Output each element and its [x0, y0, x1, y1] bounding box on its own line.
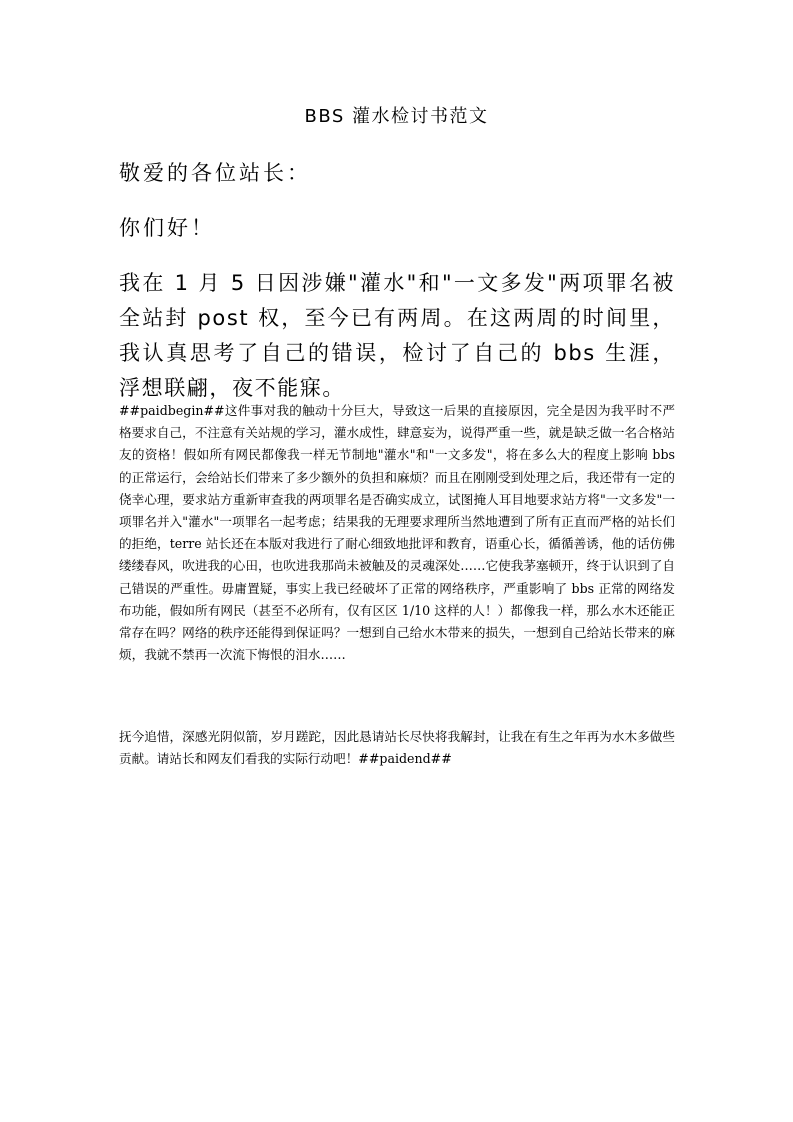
greeting: 你们好！: [119, 216, 215, 240]
body-paragraph-2: 抚今追惜，深感光阴似箭，岁月蹉跎，因此恳请站长尽快将我解封，让我在有生之年再为水木多做些贡献。请站长和网友们看我的实际行动吧！##paidend##: [119, 729, 675, 767]
document-title: BBS 灌水检讨书范文: [304, 106, 489, 127]
intro-paragraph: 我在 1 月 5 日因涉嫌"灌水"和"一文多发"两项罪名被全站封 post 权，至今已有两周。在这两周的时间里，我认真思考了自己的错误，检讨了自己的 bbs 生涯，浮想联翩，夜不能寐。: [119, 271, 675, 400]
salutation: 敬爱的各位站长：: [119, 161, 311, 185]
body-paragraph-1: ##paidbegin##这件事对我的触动十分巨大，导致这一后果的直接原因，完全是因为我平时不严格要求自己，不注意有关站规的学习，灌水成性，肆意妄为，说得严重一些，就是缺乏做一名合格站友的资格！假如所有网民都像我一样无节制地"灌水"和"一文多发"，将在多么大的程度上影响 bbs 的正常运行，会给站长们带来了多少额外的负担和麻烦？而且在刚刚受到处理之后，我还带有一定的侥幸心理，要求站方重新审查我的两项罪名是否确实成立，试图掩人耳目地要求站方将"一文多发"一项罪名并入"灌水"一项罪名一起考虑；结果我的无理要求理所当然地遭到了所有正直而严格的站长们的拒绝，terre 站长还在本版对我进行了耐心细致地批评和教育，语重心长，循循善诱，他的话仿佛缕缕春风，吹进我的心田，也吹进我那尚未被触及的灵魂深处……它使我茅塞顿开，终于认识到了自己错误的严重性。毋庸置疑，事实上我已经破坏了正常的网络秩序，严重影响了 bbs 正常的网络发布功能，假如所有网民（甚至不必所有，仅有区区 1/10 这样的人！）都像我一样，那么水木还能正常存在吗？网络的秩序还能得到保证吗？一想到自己给水木带来的损失，一想到自己给站长带来的麻烦，我就不禁再一次流下悔恨的泪水……: [119, 403, 675, 663]
